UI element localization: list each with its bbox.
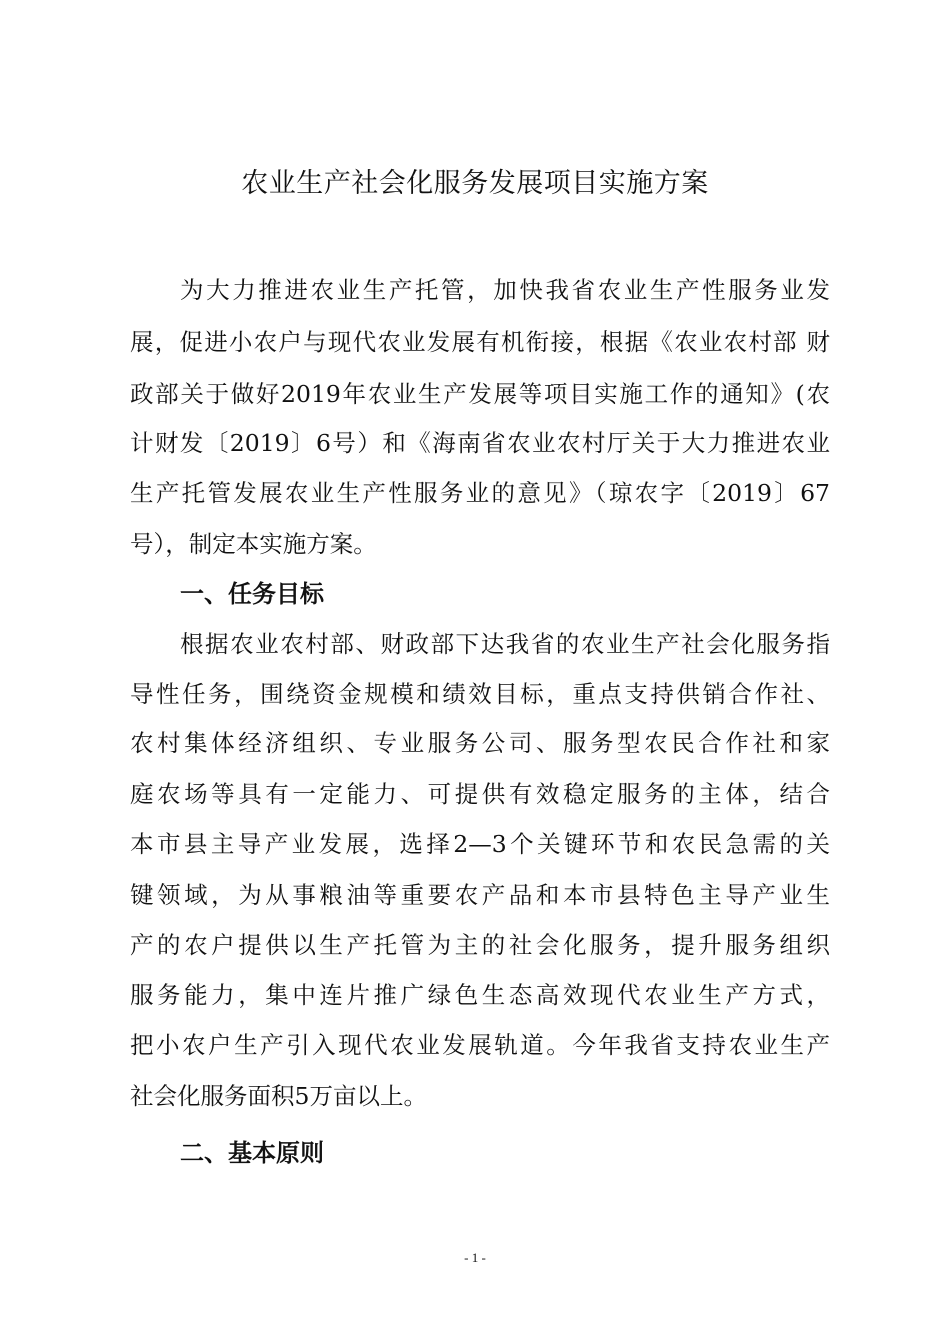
section1-line: 社会化服务面积5万亩以上。 — [130, 1082, 427, 1110]
section1-line: 农村集体经济组织、专业服务公司、服务型农民合作社和家 — [130, 729, 830, 757]
section1-line: 根据农业农村部、财政部下达我省的农业生产社会化服务指 — [180, 630, 830, 658]
intro-line: 号），制定本实施方案。 — [130, 530, 377, 558]
section1-line: 产的农户提供以生产托管为主的社会化服务，提升服务组织 — [130, 931, 830, 959]
section1-line: 键领域，为从事粮油等重要农产品和本市县特色主导产业生 — [130, 881, 830, 909]
section-heading-task-goals: 一、任务目标 — [180, 580, 324, 608]
section1-line: 服务能力，集中连片推广绿色生态高效现代农业生产方式， — [130, 981, 830, 1009]
page-number: - 1 - — [464, 1250, 486, 1265]
document-title: 农业生产社会化服务发展项目实施方案 — [241, 168, 709, 199]
section1-line: 庭农场等具有一定能力、可提供有效稳定服务的主体，结合 — [130, 780, 830, 808]
intro-line: 为大力推进农业生产托管，加快我省农业生产性服务业发 — [180, 276, 830, 304]
section-heading-basic-principles: 二、基本原则 — [180, 1139, 324, 1167]
intro-line: 生产托管发展农业生产性服务业的意见》（琼农字〔2019〕67 — [130, 479, 830, 507]
intro-line: 政部关于做好2019年农业生产发展等项目实施工作的通知》(农 — [130, 380, 830, 408]
intro-line: 展，促进小农户与现代农业发展有机衔接，根据《农业农村部 财 — [130, 328, 830, 356]
intro-line: 计财发〔2019〕6号）和《海南省农业农村厅关于大力推进农业 — [130, 429, 830, 457]
section1-line: 本市县主导产业发展，选择2—3个关键环节和农民急需的关 — [130, 830, 830, 858]
section1-line: 导性任务，围绕资金规模和绩效目标，重点支持供销合作社、 — [130, 680, 830, 708]
section1-line: 把小农户生产引入现代农业发展轨道。今年我省支持农业生产 — [130, 1031, 830, 1059]
